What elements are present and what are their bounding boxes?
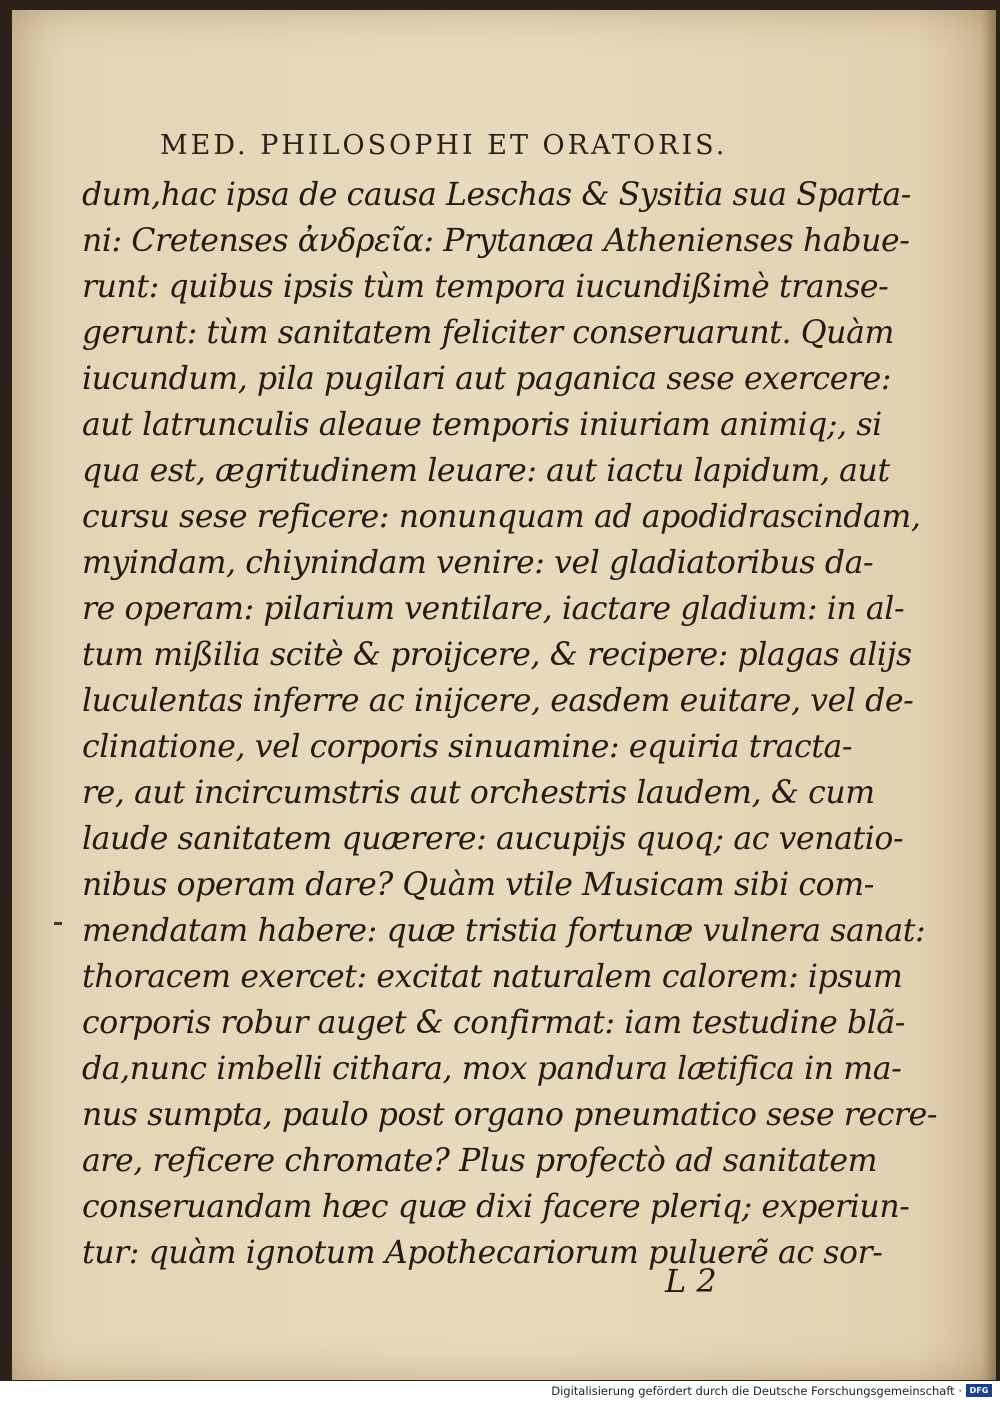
text-line: aut latrunculis aleaue temporis iniuriam animiq;, si: [82, 407, 882, 443]
text-line: myindam, chiynindam venire: vel gladiatoribus da-: [82, 545, 874, 581]
page-edge-shadow: [982, 10, 996, 1380]
text-line: nibus operam dare? Quàm vtile Musicam sibi com-: [82, 867, 874, 903]
text-line: clinatione, vel corporis sinuamine: equiria tracta-: [82, 729, 853, 765]
text-line: conseruandam hæc quæ dixi facere pleriq; experiun-: [82, 1189, 910, 1225]
signature-mark: L 2: [665, 1262, 717, 1300]
body-text: [82, 172, 938, 1276]
text-line: are, reficere chromate? Plus profectò ad sanitatem: [82, 1143, 878, 1179]
text-line: re, aut incircumstris aut orchestris laudem, & cum: [82, 775, 875, 811]
text-line: runt: quibus ipsis tùm tempora iucundißimè transe-: [82, 269, 889, 305]
text-line: iucundum, pila pugilari aut paganica sese exercere:: [82, 361, 892, 397]
dfg-logo: DFG: [966, 1384, 992, 1397]
text-line: thoracem exercet: excitat naturalem calorem: ipsum: [82, 959, 903, 995]
margin-mark: [54, 922, 62, 925]
running-head: MED. PHILOSOPHI ET ORATORIS.: [160, 130, 728, 161]
text-line: gerunt: tùm sanitatem feliciter conseruarunt. Quàm: [82, 315, 894, 351]
text-line: dum,hac ipsa de causa Leschas & Sysitia sua Sparta-: [82, 177, 912, 213]
funding-credit: Digitalisierung gefördert durch die Deutsche Forschungsgemeinschaft ·: [551, 1384, 962, 1398]
text-line: cursu sese reficere: nonunquam ad apodidrascindam,: [82, 499, 921, 535]
text-line: ni: Cretenses ἀνδρεῖα: Prytanæa Athenienses habue-: [82, 223, 910, 259]
text-line: re operam: pilarium ventilare, iactare gladium: in al-: [82, 591, 905, 627]
text-line: nus sumpta, paulo post organo pneumatico sese recre-: [82, 1097, 938, 1133]
text-line: laude sanitatem quærere: aucupijs quoq; ac venatio-: [82, 821, 904, 857]
text-line: corporis robur auget & confirmat: iam testudine blã-: [82, 1005, 906, 1041]
text-line: tum mißilia scitè & proijcere, & recipere: plagas alijs: [82, 637, 912, 673]
text-line: da,nunc imbelli cithara, mox pandura lætifica in ma-: [82, 1051, 902, 1087]
text-line: tur: quàm ignotum Apothecariorum puluerẽ ac sor-: [82, 1235, 883, 1271]
text-line: luculentas inferre ac inijcere, easdem euitare, vel de-: [82, 683, 914, 719]
text-line: qua est, ægritudinem leuare: aut iactu lapidum, aut: [82, 453, 890, 489]
text-line: mendatam habere: quæ tristia fortunæ vulnera sanat:: [82, 913, 926, 949]
